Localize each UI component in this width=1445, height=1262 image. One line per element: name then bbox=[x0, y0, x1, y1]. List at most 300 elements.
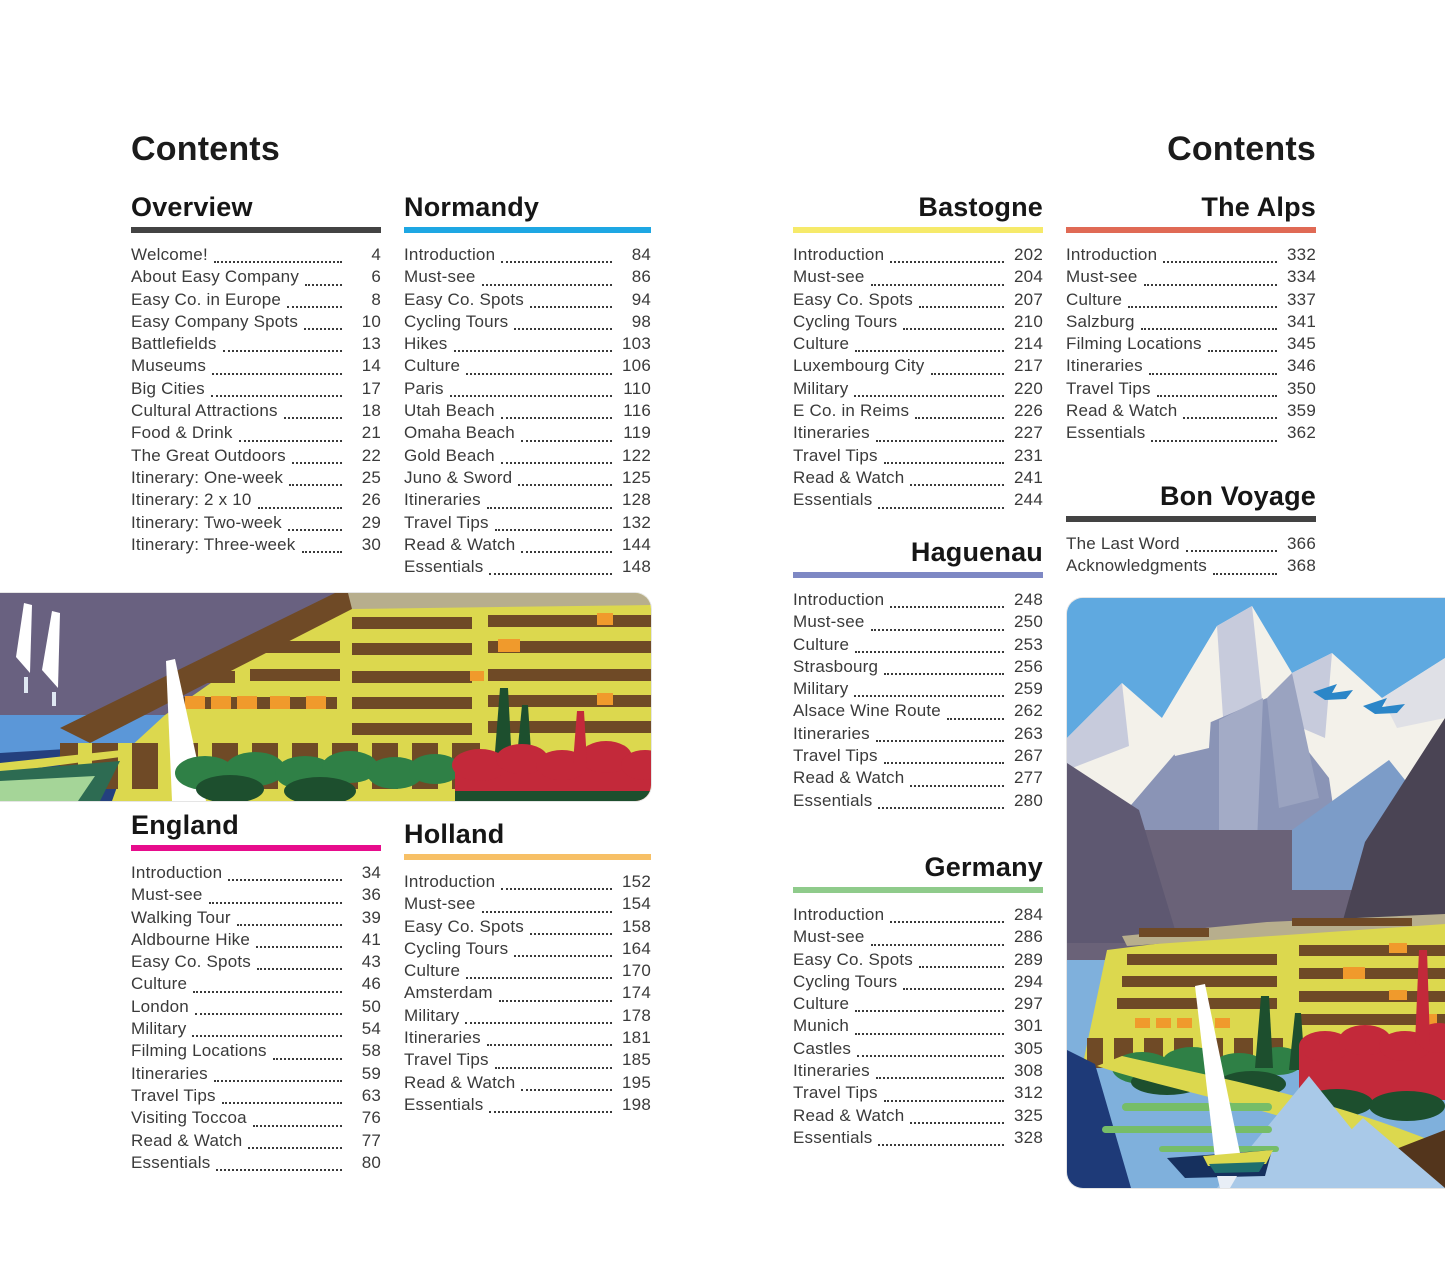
toc-entry bbox=[131, 930, 381, 952]
toc-entry bbox=[404, 513, 651, 535]
toc-entry bbox=[404, 939, 651, 961]
toc-entry bbox=[793, 468, 1043, 490]
toc-entry-label: Must-see bbox=[131, 885, 203, 905]
toc-section-germany bbox=[793, 852, 1043, 1150]
dot-leader bbox=[1151, 440, 1277, 442]
toc-entry-label: Itineraries bbox=[1066, 356, 1143, 376]
dot-leader bbox=[302, 551, 342, 553]
toc-entry bbox=[131, 267, 381, 289]
toc-entry bbox=[404, 961, 651, 983]
toc-entry bbox=[793, 312, 1043, 334]
toc-entry-page: 4 bbox=[371, 245, 381, 264]
toc-entry bbox=[131, 974, 381, 996]
toc-entry bbox=[793, 1128, 1043, 1150]
dot-leader bbox=[878, 807, 1004, 809]
toc-entry-label: Strasbourg bbox=[793, 656, 879, 676]
dot-leader bbox=[466, 977, 612, 979]
toc-entry bbox=[793, 679, 1043, 701]
toc-entry-label: Cultural Attractions bbox=[131, 401, 278, 421]
toc-entry bbox=[793, 746, 1043, 768]
toc-entry bbox=[131, 490, 381, 512]
toc-entry bbox=[404, 872, 651, 894]
section-heading: England bbox=[131, 810, 239, 840]
toc-entry bbox=[404, 468, 651, 490]
toc-entry-label: Welcome! bbox=[131, 245, 208, 264]
toc-section-holland bbox=[404, 819, 651, 1117]
toc-entry-label: Cycling Tours bbox=[404, 938, 509, 958]
dot-leader bbox=[514, 328, 612, 330]
toc-entry bbox=[131, 513, 381, 535]
toc-entry-label: Essentials bbox=[793, 490, 873, 510]
toc-entry bbox=[404, 334, 651, 356]
toc-entry-page: 181 bbox=[622, 1028, 651, 1048]
toc-entry-page: 345 bbox=[1287, 334, 1316, 354]
dot-leader bbox=[919, 306, 1004, 308]
toc-entry-page: 198 bbox=[622, 1094, 651, 1114]
toc-entry-page: 248 bbox=[1014, 590, 1043, 609]
toc-entry bbox=[793, 768, 1043, 790]
dot-leader bbox=[855, 1010, 1004, 1012]
toc-entry bbox=[793, 701, 1043, 723]
toc-entry-label: Aldbourne Hike bbox=[131, 929, 251, 949]
dot-leader bbox=[239, 440, 342, 442]
alps-lake-art bbox=[1067, 598, 1445, 1188]
dot-leader bbox=[466, 373, 612, 375]
toc-entry-page: 350 bbox=[1287, 378, 1316, 398]
alps-lake-illustration bbox=[1067, 598, 1445, 1188]
dot-leader bbox=[884, 462, 1004, 464]
dot-leader bbox=[304, 328, 342, 330]
toc-entry-page: 110 bbox=[623, 378, 651, 398]
dot-leader bbox=[890, 921, 1004, 923]
toc-entry bbox=[793, 1039, 1043, 1061]
toc-entry-label: Utah Beach bbox=[404, 401, 495, 421]
toc-entry-page: 334 bbox=[1287, 267, 1316, 287]
dot-leader bbox=[931, 373, 1004, 375]
toc-entry-label: Read & Watch bbox=[793, 768, 905, 788]
lakeside-hotel-illustration bbox=[0, 593, 651, 801]
toc-entry-label: London bbox=[131, 996, 189, 1016]
dot-leader bbox=[482, 911, 612, 913]
toc-entry bbox=[793, 612, 1043, 634]
toc-entry-page: 152 bbox=[622, 872, 651, 891]
toc-entry-page: 280 bbox=[1014, 790, 1043, 810]
section-accent-rule bbox=[793, 887, 1043, 893]
toc-entry-label: Cycling Tours bbox=[793, 971, 898, 991]
toc-entry bbox=[131, 334, 381, 356]
toc-entry-page: 368 bbox=[1287, 556, 1316, 576]
toc-entry-page: 346 bbox=[1287, 356, 1316, 376]
toc-entry-page: 185 bbox=[622, 1050, 651, 1070]
toc-entry-label: Travel Tips bbox=[404, 1050, 489, 1070]
toc-entry bbox=[404, 312, 651, 334]
dot-leader bbox=[209, 902, 342, 904]
toc-entry bbox=[404, 356, 651, 378]
toc-entry-label: Essentials bbox=[1066, 423, 1146, 443]
toc-entry bbox=[404, 917, 651, 939]
toc-entry-label: Culture bbox=[131, 974, 188, 994]
toc-entry bbox=[404, 983, 651, 1005]
toc-entry bbox=[131, 535, 381, 557]
toc-entry bbox=[1066, 312, 1316, 334]
toc-entry bbox=[793, 927, 1043, 949]
toc-entry-page: 164 bbox=[622, 938, 651, 958]
toc-entry-page: 289 bbox=[1014, 949, 1043, 969]
toc-entry bbox=[793, 724, 1043, 746]
toc-entry-page: 253 bbox=[1014, 634, 1043, 654]
toc-entry-page: 41 bbox=[361, 929, 381, 949]
dot-leader bbox=[1183, 417, 1277, 419]
toc-entry-label: Travel Tips bbox=[131, 1085, 216, 1105]
toc-entry-label: Read & Watch bbox=[404, 1072, 516, 1092]
toc-entry bbox=[131, 446, 381, 468]
dot-leader bbox=[1163, 261, 1277, 263]
toc-entry bbox=[404, 446, 651, 468]
toc-entry-label: Easy Company Spots bbox=[131, 311, 299, 331]
toc-entry bbox=[793, 334, 1043, 356]
toc-entry-label: Gold Beach bbox=[404, 445, 495, 465]
toc-entry-label: Filming Locations bbox=[131, 1041, 267, 1061]
toc-entry bbox=[1066, 379, 1316, 401]
toc-entry bbox=[793, 994, 1043, 1016]
toc-entry-page: 178 bbox=[622, 1005, 651, 1025]
toc-entry bbox=[793, 401, 1043, 423]
toc-entry-page: 154 bbox=[622, 894, 651, 914]
toc-entry-label: Culture bbox=[404, 356, 461, 376]
section-accent-rule bbox=[404, 227, 651, 233]
toc-entry bbox=[131, 885, 381, 907]
toc-entry-label: Introduction bbox=[404, 245, 496, 264]
toc-entry-page: 217 bbox=[1014, 356, 1043, 376]
toc-entries bbox=[793, 905, 1043, 1150]
toc-entry-page: 362 bbox=[1287, 423, 1316, 443]
dot-leader bbox=[1157, 395, 1277, 397]
dot-leader bbox=[1208, 350, 1277, 352]
toc-entry-page: 30 bbox=[361, 534, 381, 554]
dot-leader bbox=[903, 328, 1004, 330]
toc-entry-label: Essentials bbox=[793, 790, 873, 810]
toc-entry-page: 262 bbox=[1014, 701, 1043, 721]
toc-entry-page: 227 bbox=[1014, 423, 1043, 443]
toc-entry-label: Easy Co. Spots bbox=[793, 949, 913, 969]
toc-entry-label: Must-see bbox=[404, 894, 476, 914]
toc-entries bbox=[1066, 245, 1316, 446]
dot-leader bbox=[195, 1013, 342, 1015]
toc-entry bbox=[793, 1083, 1043, 1105]
toc-entry-page: 84 bbox=[631, 245, 651, 264]
dot-leader bbox=[903, 988, 1004, 990]
toc-entry-page: 328 bbox=[1014, 1127, 1043, 1147]
dot-leader bbox=[450, 395, 612, 397]
dot-leader bbox=[855, 651, 1004, 653]
toc-entry-page: 297 bbox=[1014, 994, 1043, 1014]
section-accent-rule bbox=[1066, 516, 1316, 522]
toc-entry bbox=[131, 863, 381, 885]
toc-entry-label: Easy Co. Spots bbox=[404, 916, 524, 936]
toc-entry-label: Must-see bbox=[793, 612, 865, 632]
toc-entry-label: Visiting Toccoa bbox=[131, 1108, 247, 1128]
toc-entry-label: About Easy Company bbox=[131, 267, 300, 287]
toc-entry bbox=[404, 894, 651, 916]
toc-entry bbox=[404, 1028, 651, 1050]
toc-entry-page: 86 bbox=[631, 267, 651, 287]
toc-entry bbox=[131, 290, 381, 312]
toc-entry-page: 226 bbox=[1014, 401, 1043, 421]
toc-entry-label: Read & Watch bbox=[793, 467, 905, 487]
toc-entry-label: Battlefields bbox=[131, 334, 217, 354]
toc-entry-label: Walking Tour bbox=[131, 907, 231, 927]
toc-entry-label: E Co. in Reims bbox=[793, 401, 910, 421]
dot-leader bbox=[487, 507, 612, 509]
dot-leader bbox=[890, 261, 1004, 263]
dot-leader bbox=[501, 417, 612, 419]
toc-entry-page: 18 bbox=[361, 401, 381, 421]
toc-entry-label: The Last Word bbox=[1066, 534, 1180, 553]
toc-entry bbox=[793, 950, 1043, 972]
toc-entries bbox=[1066, 534, 1316, 579]
toc-entry bbox=[131, 1019, 381, 1041]
toc-entry bbox=[1066, 356, 1316, 378]
toc-entry bbox=[793, 379, 1043, 401]
toc-entry bbox=[1066, 290, 1316, 312]
toc-entry-page: 77 bbox=[361, 1130, 381, 1150]
toc-entry-label: Big Cities bbox=[131, 378, 205, 398]
toc-entry-page: 13 bbox=[361, 334, 381, 354]
section-accent-rule bbox=[131, 845, 381, 851]
dot-leader bbox=[501, 261, 612, 263]
dot-leader bbox=[465, 1022, 612, 1024]
toc-entry-page: 301 bbox=[1014, 1016, 1043, 1036]
toc-entry-page: 308 bbox=[1014, 1061, 1043, 1081]
toc-entry-label: Itinerary: Three-week bbox=[131, 534, 296, 554]
toc-entry-page: 59 bbox=[361, 1063, 381, 1083]
toc-entry-label: Military bbox=[404, 1005, 460, 1025]
dot-leader bbox=[514, 955, 612, 957]
toc-entry bbox=[131, 468, 381, 490]
dot-leader bbox=[214, 1080, 342, 1082]
toc-section-haguenau bbox=[793, 537, 1043, 813]
toc-entry-page: 46 bbox=[361, 974, 381, 994]
section-accent-rule bbox=[131, 227, 381, 233]
dot-leader bbox=[521, 440, 612, 442]
dot-leader bbox=[1149, 373, 1277, 375]
section-heading: Bastogne bbox=[918, 192, 1043, 222]
dot-leader bbox=[1213, 573, 1277, 575]
toc-entry bbox=[1066, 401, 1316, 423]
dot-leader bbox=[212, 373, 342, 375]
toc-entry-label: Essentials bbox=[404, 557, 484, 577]
dot-leader bbox=[499, 1000, 612, 1002]
dot-leader bbox=[1186, 550, 1277, 552]
toc-entry bbox=[404, 290, 651, 312]
toc-entry-label: Introduction bbox=[793, 245, 885, 264]
toc-entry-label: Itineraries bbox=[404, 490, 481, 510]
toc-entry-page: 244 bbox=[1014, 490, 1043, 510]
dot-leader bbox=[1141, 328, 1277, 330]
toc-entry-page: 144 bbox=[622, 534, 651, 554]
toc-entry-page: 341 bbox=[1287, 311, 1316, 331]
toc-entry-label: Itineraries bbox=[131, 1063, 208, 1083]
toc-entry-page: 22 bbox=[361, 445, 381, 465]
section-heading: Haguenau bbox=[910, 537, 1043, 567]
toc-section-bon-voyage bbox=[1066, 481, 1316, 579]
toc-entry-page: 284 bbox=[1014, 905, 1043, 924]
toc-entry bbox=[793, 356, 1043, 378]
toc-section-overview bbox=[131, 192, 381, 557]
toc-entry-page: 148 bbox=[622, 557, 651, 577]
toc-entry bbox=[131, 1131, 381, 1153]
toc-entry-page: 286 bbox=[1014, 927, 1043, 947]
dot-leader bbox=[489, 573, 612, 575]
toc-entry-label: Easy Co. Spots bbox=[404, 289, 524, 309]
toc-entry bbox=[793, 1061, 1043, 1083]
dot-leader bbox=[256, 946, 342, 948]
dot-leader bbox=[857, 1055, 1004, 1057]
dot-leader bbox=[1128, 306, 1277, 308]
toc-entry bbox=[131, 401, 381, 423]
dot-leader bbox=[258, 507, 342, 509]
toc-entry-label: Travel Tips bbox=[793, 746, 878, 766]
dot-leader bbox=[910, 484, 1004, 486]
toc-entry-label: Salzburg bbox=[1066, 311, 1135, 331]
dot-leader bbox=[495, 529, 612, 531]
toc-entry-label: Culture bbox=[793, 634, 850, 654]
toc-entry-label: Omaha Beach bbox=[404, 423, 515, 443]
toc-entry-label: Food & Drink bbox=[131, 423, 233, 443]
toc-entry-page: 332 bbox=[1287, 245, 1316, 264]
toc-entry-label: Cycling Tours bbox=[793, 311, 898, 331]
toc-entry-label: Read & Watch bbox=[404, 534, 516, 554]
toc-entry-label: Must-see bbox=[404, 267, 476, 287]
dot-leader bbox=[192, 1035, 342, 1037]
toc-entry bbox=[404, 245, 651, 267]
toc-entry-label: Alsace Wine Route bbox=[793, 701, 941, 721]
dot-leader bbox=[884, 762, 1004, 764]
toc-entry bbox=[131, 1041, 381, 1063]
toc-entry-page: 116 bbox=[623, 401, 651, 421]
left-page-title: Contents bbox=[131, 130, 280, 168]
dot-leader bbox=[910, 1122, 1004, 1124]
lakeside-hotel-art bbox=[0, 593, 651, 801]
toc-entry-page: 337 bbox=[1287, 289, 1316, 309]
toc-entry-label: Read & Watch bbox=[793, 1105, 905, 1125]
dot-leader bbox=[919, 966, 1004, 968]
toc-entry-page: 122 bbox=[622, 445, 651, 465]
toc-entry-label: Amsterdam bbox=[404, 983, 493, 1003]
toc-entry-page: 231 bbox=[1014, 445, 1043, 465]
toc-entry-page: 267 bbox=[1014, 746, 1043, 766]
toc-entry bbox=[793, 446, 1043, 468]
section-heading: The Alps bbox=[1201, 192, 1316, 222]
toc-entry-page: 207 bbox=[1014, 289, 1043, 309]
dot-leader bbox=[854, 695, 1004, 697]
dot-leader bbox=[487, 1044, 612, 1046]
dot-leader bbox=[501, 888, 612, 890]
toc-entry-label: Easy Co. Spots bbox=[131, 952, 251, 972]
toc-entry-label: Cycling Tours bbox=[404, 311, 509, 331]
section-accent-rule bbox=[404, 854, 651, 860]
dot-leader bbox=[871, 944, 1004, 946]
toc-entry-page: 359 bbox=[1287, 401, 1316, 421]
dot-leader bbox=[518, 484, 612, 486]
dot-leader bbox=[222, 1102, 342, 1104]
toc-entry bbox=[404, 1006, 651, 1028]
dot-leader bbox=[876, 1077, 1004, 1079]
toc-entry-label: Introduction bbox=[793, 590, 885, 609]
dot-leader bbox=[876, 440, 1004, 442]
toc-entry-page: 14 bbox=[361, 356, 381, 376]
toc-entry-label: Paris bbox=[404, 378, 444, 398]
toc-entry-label: Itineraries bbox=[793, 723, 870, 743]
toc-section-england bbox=[131, 810, 381, 1175]
toc-entry-page: 80 bbox=[361, 1152, 381, 1172]
toc-entry-label: Introduction bbox=[793, 905, 885, 924]
dot-leader bbox=[530, 933, 612, 935]
toc-entry bbox=[404, 535, 651, 557]
dot-leader bbox=[884, 1100, 1004, 1102]
toc-entry bbox=[1066, 556, 1316, 578]
toc-entry-label: Introduction bbox=[131, 863, 223, 882]
dot-leader bbox=[884, 673, 1004, 675]
toc-entry-label: Munich bbox=[793, 1016, 850, 1036]
dot-leader bbox=[257, 968, 342, 970]
section-heading: Overview bbox=[131, 192, 253, 222]
toc-entry-page: 106 bbox=[622, 356, 651, 376]
toc-entry-page: 50 bbox=[361, 996, 381, 1016]
dot-leader bbox=[214, 261, 342, 263]
toc-entry-label: Must-see bbox=[793, 267, 865, 287]
toc-entry bbox=[1066, 245, 1316, 267]
toc-section-the-alps bbox=[1066, 192, 1316, 446]
toc-entry-page: 256 bbox=[1014, 656, 1043, 676]
toc-entry-page: 10 bbox=[361, 311, 381, 331]
toc-entry-page: 204 bbox=[1014, 267, 1043, 287]
dot-leader bbox=[878, 1144, 1004, 1146]
toc-entry-page: 132 bbox=[622, 512, 651, 532]
dot-leader bbox=[216, 1169, 342, 1171]
dot-leader bbox=[855, 1033, 1004, 1035]
toc-entry-page: 26 bbox=[361, 490, 381, 510]
toc-entry-page: 63 bbox=[361, 1085, 381, 1105]
dot-leader bbox=[495, 1067, 612, 1069]
dot-leader bbox=[454, 350, 612, 352]
dot-leader bbox=[871, 629, 1004, 631]
toc-entry-label: Itineraries bbox=[793, 1061, 870, 1081]
dot-leader bbox=[482, 284, 612, 286]
toc-entry bbox=[1066, 267, 1316, 289]
toc-entry bbox=[404, 1073, 651, 1095]
toc-entry-label: Introduction bbox=[1066, 245, 1158, 264]
toc-entry bbox=[793, 1106, 1043, 1128]
toc-entry bbox=[404, 267, 651, 289]
toc-entry-label: The Great Outdoors bbox=[131, 445, 286, 465]
toc-entry-label: Military bbox=[131, 1019, 187, 1039]
toc-entry-page: 220 bbox=[1014, 378, 1043, 398]
toc-entry-page: 98 bbox=[631, 311, 651, 331]
toc-entry-page: 294 bbox=[1014, 971, 1043, 991]
toc-entry bbox=[131, 1108, 381, 1130]
dot-leader bbox=[1144, 284, 1277, 286]
toc-entry-page: 277 bbox=[1014, 768, 1043, 788]
dot-leader bbox=[211, 395, 342, 397]
toc-entry-page: 29 bbox=[361, 512, 381, 532]
toc-entry-label: Must-see bbox=[793, 927, 865, 947]
dot-leader bbox=[228, 879, 342, 881]
dot-leader bbox=[501, 462, 612, 464]
toc-entry bbox=[793, 245, 1043, 267]
toc-entry-label: Travel Tips bbox=[404, 512, 489, 532]
toc-section-bastogne bbox=[793, 192, 1043, 513]
